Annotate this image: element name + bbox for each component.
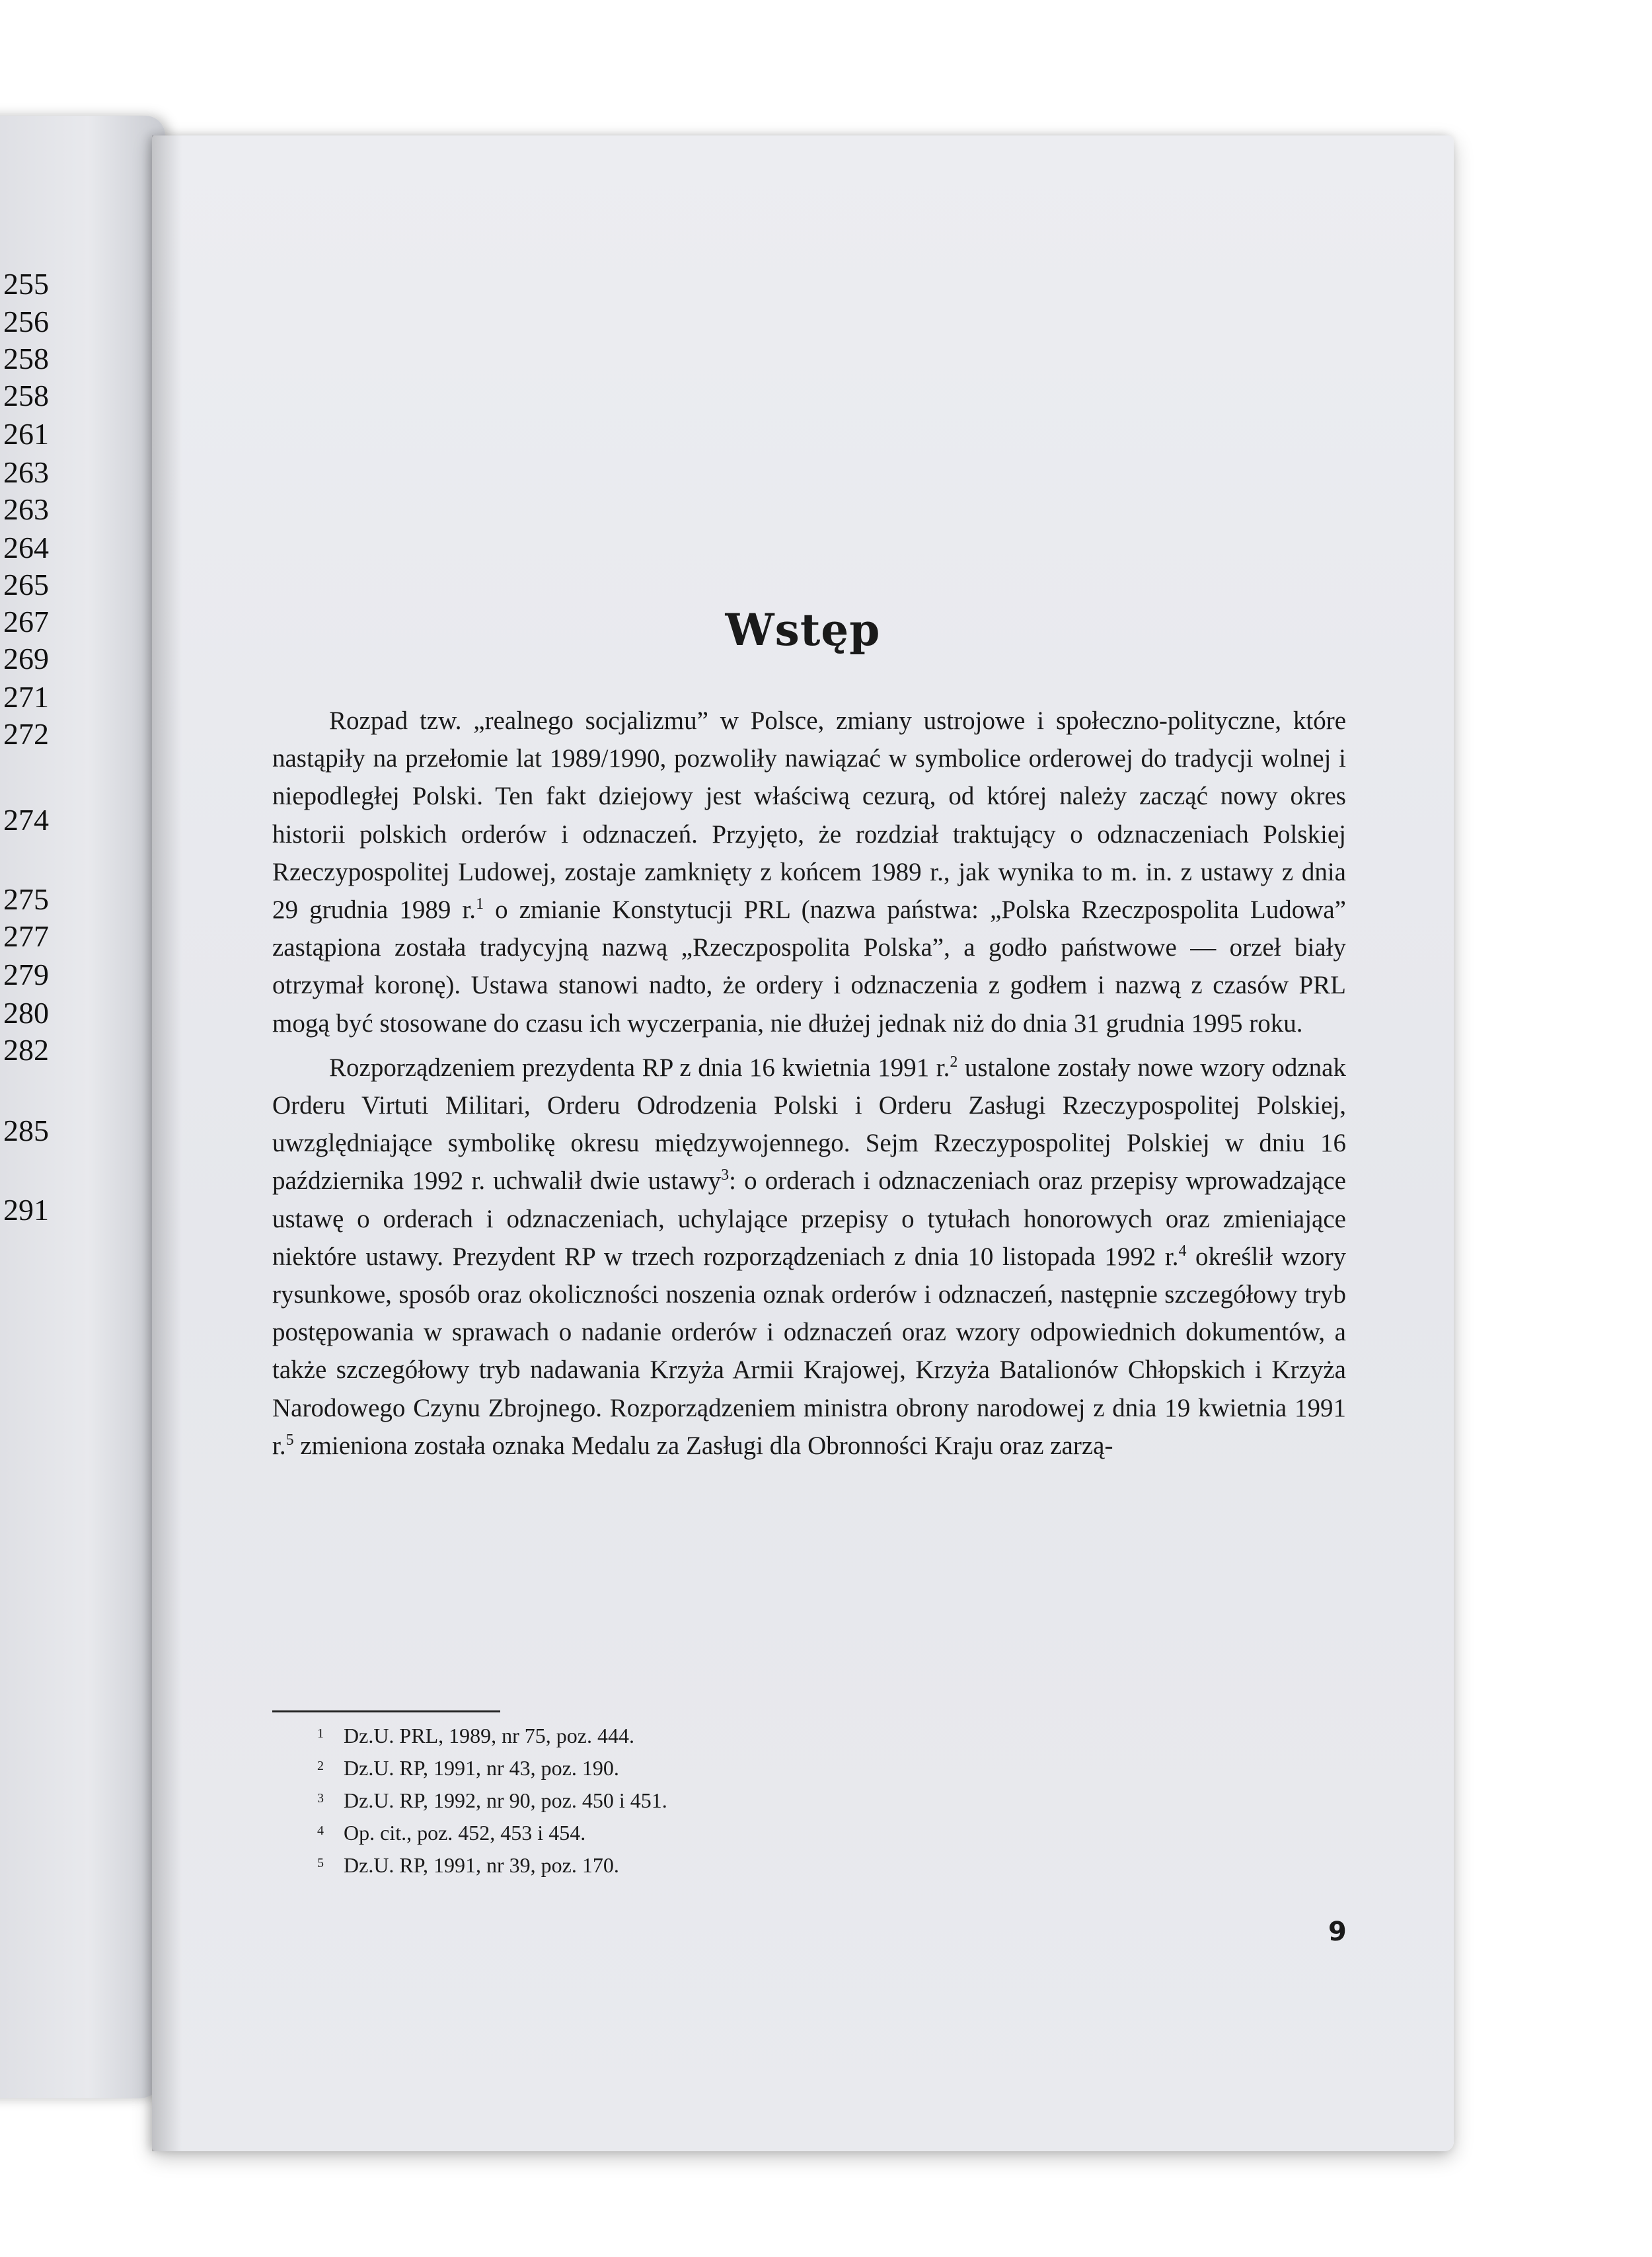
paragraph-text: : o orderach i odznaczeniach oraz przepisy wprowadzające ustawę o orderach i odznaczeniach, uchylające przepisy o tytułach honorowych oraz zmieniające niektóre ustawy. Prezydent RP w trzech rozporządzeniach z dnia 10 listopada 1992 r. — [272, 1167, 1346, 1271]
toc-page-number: 274 — [3, 803, 49, 837]
toc-page-number: 271 — [3, 680, 49, 714]
footnote — [317, 1751, 912, 1783]
paragraph-text: o zmianie Konstytucji PRL (nazwa państwa: „Polska Rzeczpospolita Ludowa” zastąpiona została tradycyjną nazwą „Rzeczpospolita Polska”, a godło państwowe — orzeł biały otrzymał koronę). Ustawa stanowi nadto, że ordery i odznaczenia z godłem i nazwą z czasów PRL mogą być stosowane do czasu ich wyczerpania, nie dłużej jednak niż do dnia 31 grudnia 1995 roku. — [272, 896, 1346, 1038]
footnote-number: 1 — [317, 1726, 324, 1741]
toc-page-number: 285 — [3, 1114, 49, 1147]
paragraph-text: Rozpad tzw. „realnego socjalizmu” w Polsce, zmiany ustrojowe i społeczno-polityczne, które nastąpiły na przełomie lat 1989/1990, pozwoliły nawiązać w symbolice orderowej do tradycji wolnej i niepodległej Polski. Ten fakt dziejowy jest właściwą cezurą, od której należy zacząć nowy okres historii polskich orderów i odznaczeń. Przyjęto, że rozdział traktujący o odznaczeniach Polskiej Rzeczypospolitej Ludowej, zostaje zamknięty z końcem 1989 r., jak wynika to m. in. z ustawy z dnia 29 grudnia 1989 r. — [272, 707, 1346, 925]
toc-page-number: 282 — [3, 1033, 49, 1067]
toc-page-number: 272 — [3, 717, 49, 751]
footnotes — [317, 1718, 912, 1880]
paragraph-text: określił wzory rysunkowe, sposób oraz okoliczności noszenia oznak orderów i odznaczeń, następnie szczegółowy tryb postępowania w sprawach o nadanie orderów i odznaczeń oraz wzory odpowiednich dokumentów, a także szczegółowy tryb nadawania Krzyża Armii Krajowej, Krzyża Batalionów Chłopskich i Krzyża Narodowego Czynu Zbrojnego. Rozporządzeniem ministra obrony narodowej z dnia 19 kwietnia 1991 r. — [272, 1242, 1346, 1460]
footnote-text: Dz.U. PRL, 1989, nr 75, poz. 444. — [344, 1724, 634, 1747]
footnote-reference: 2 — [950, 1053, 958, 1071]
paragraph — [272, 1049, 1346, 1465]
toc-page-number: 267 — [3, 605, 49, 638]
left-page-edge — [0, 116, 165, 2098]
toc-page-number: 269 — [3, 642, 49, 675]
footnote-text: Op. cit., poz. 452, 453 i 454. — [344, 1821, 586, 1845]
footnote-number: 4 — [317, 1823, 324, 1838]
body-text — [272, 702, 1346, 1465]
footnote-reference: 3 — [721, 1167, 730, 1184]
toc-page-number: 275 — [3, 882, 49, 916]
footnote-text: Dz.U. RP, 1991, nr 43, poz. 190. — [344, 1756, 619, 1780]
footnote-number: 3 — [317, 1791, 324, 1806]
toc-page-number: 265 — [3, 568, 49, 601]
toc-page-number: 279 — [3, 958, 49, 991]
toc-page-number: 291 — [3, 1193, 49, 1227]
toc-page-number: 258 — [3, 379, 49, 412]
toc-page-number: 263 — [3, 455, 49, 489]
paragraph-text: ustalone zostały nowe wzory odznak Orderu Virtuti Militari, Orderu Odrodzenia Polski i Orderu Zasługi Rzeczypospolitej Polskiej, uwzględniające symbolikę okresu międzywojennego. Sejm Rzeczypospolitej Polskiej w dniu 16 października 1992 r. uchwalił dwie ustawy — [272, 1053, 1346, 1196]
footnote-text: Dz.U. RP, 1991, nr 39, poz. 170. — [344, 1853, 619, 1877]
footnote-reference: 1 — [476, 896, 484, 913]
footnote-text: Dz.U. RP, 1992, nr 90, poz. 450 i 451. — [344, 1788, 667, 1812]
toc-page-number: 255 — [3, 267, 49, 301]
toc-page-number: 277 — [3, 919, 49, 953]
footnote-number: 5 — [317, 1856, 324, 1870]
toc-page-number: 280 — [3, 996, 49, 1030]
page-gutter-shadow — [152, 135, 182, 2151]
paragraph-text: zmieniona została oznaka Medalu za Zasługi dla Obronności Kraju oraz zarzą- — [293, 1431, 1113, 1460]
footnote-divider — [272, 1710, 500, 1712]
footnote — [317, 1718, 912, 1751]
toc-page-number: 264 — [3, 531, 49, 564]
footnote — [317, 1848, 912, 1880]
footnote — [317, 1816, 912, 1848]
footnote — [317, 1783, 912, 1816]
paragraph-text: Rozporządzeniem prezydenta RP z dnia 16 kwietnia 1991 r. — [329, 1053, 950, 1082]
toc-page-number: 261 — [3, 417, 49, 451]
footnote-number: 2 — [317, 1759, 324, 1773]
toc-page-number: 258 — [3, 342, 49, 375]
paragraph — [272, 702, 1346, 1042]
toc-page-number: 263 — [3, 492, 49, 526]
toc-page-number: 256 — [3, 305, 49, 338]
footnote-reference: 5 — [285, 1431, 294, 1449]
page-number: 9 — [1328, 1917, 1347, 1947]
page-title: Wstęp — [725, 604, 881, 656]
footnote-reference: 4 — [1178, 1242, 1187, 1260]
